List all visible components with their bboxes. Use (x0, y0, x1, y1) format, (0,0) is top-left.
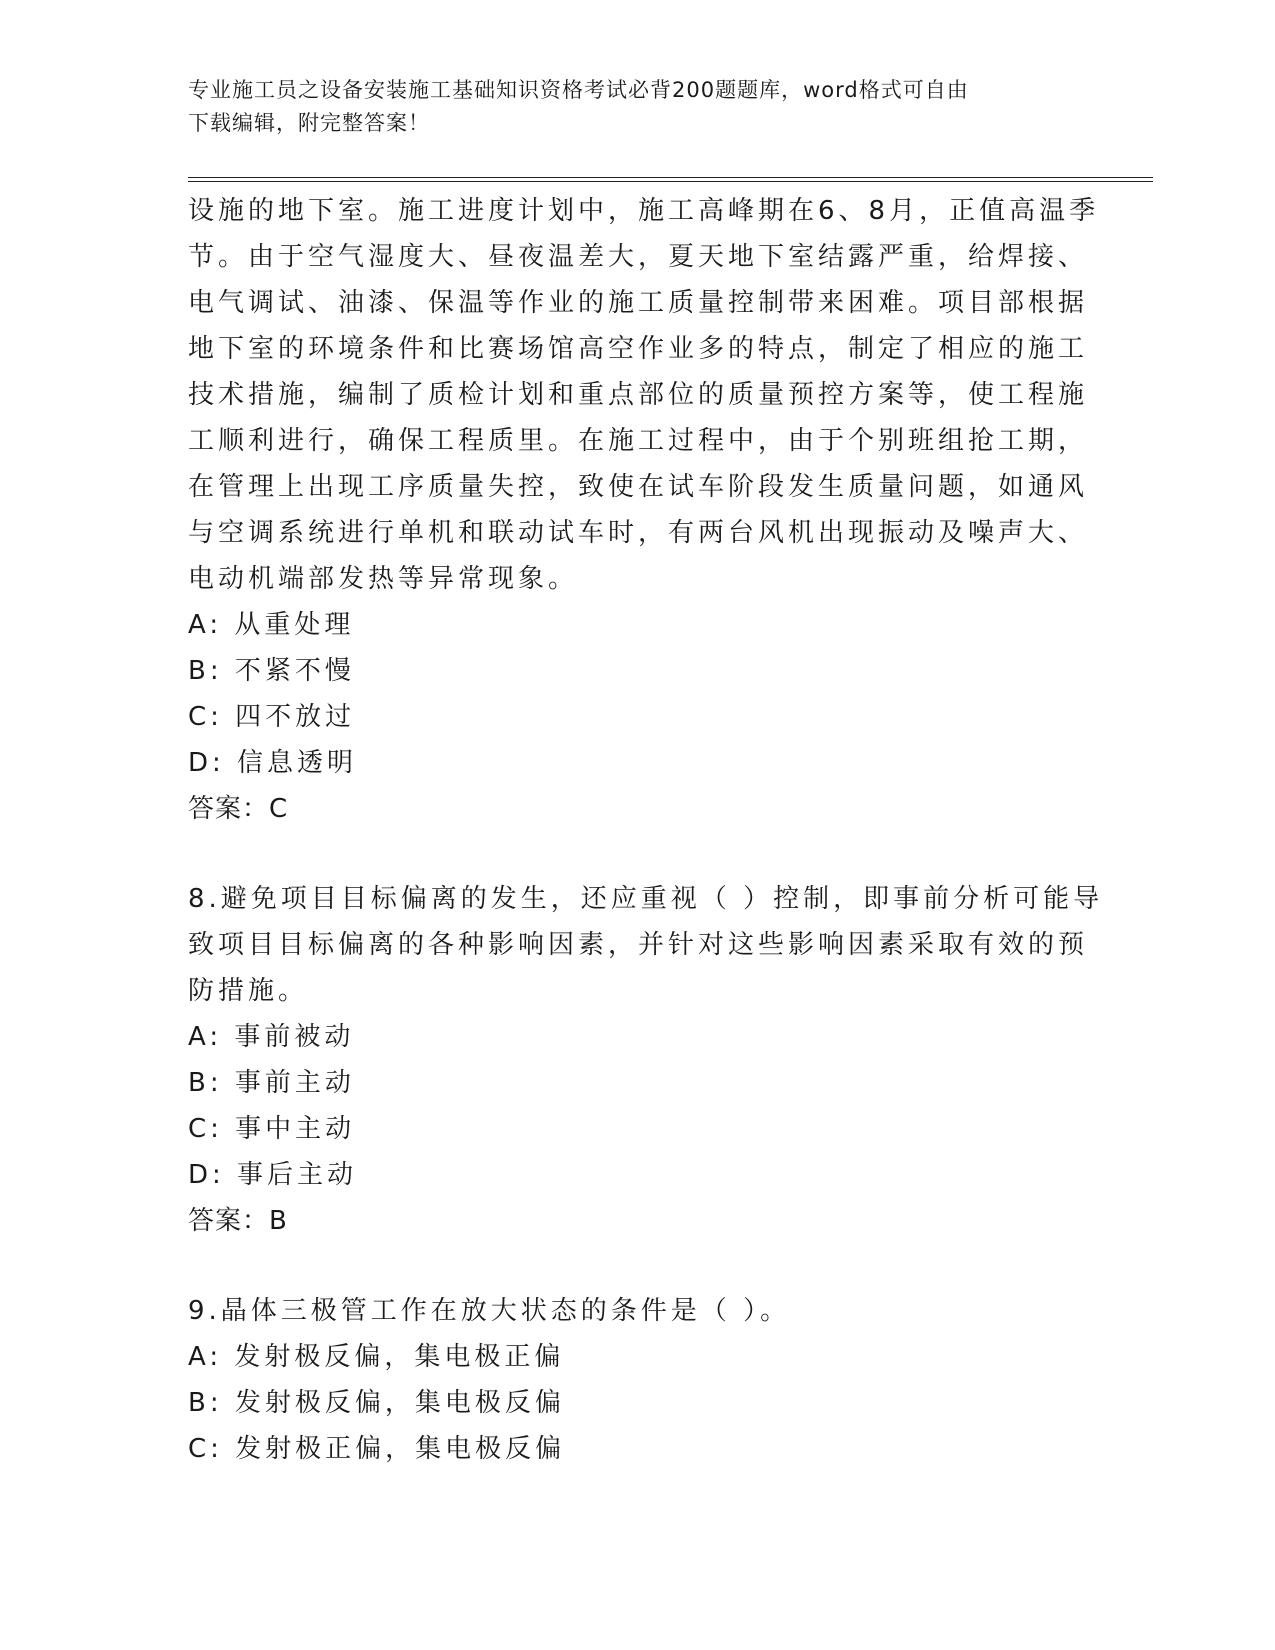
question-stem-line: 防措施。 (188, 976, 309, 1006)
option-a: A: 从重处理 (188, 610, 355, 640)
option-d: D: 事后主动 (188, 1160, 358, 1190)
option-b: B: 发射极反偏，集电极反偏 (188, 1388, 565, 1418)
option-b: B: 不紧不慢 (188, 656, 355, 686)
option-b: B: 事前主动 (188, 1068, 355, 1098)
header-line-2: 下载编辑，附完整答案！ (188, 111, 430, 135)
question-content (188, 188, 1104, 1472)
question-9 (188, 1288, 1088, 1472)
question-stem-line: 致项目目标偏离的各种影响因素，并针对这些影响因素采取有效的预 (188, 930, 1089, 960)
question-stem-line: 设施的地下室。施工进度计划中，施工高峰期在6、8月，正值高温季 (188, 196, 1100, 226)
document-header (188, 74, 1088, 140)
question-stem-line: 电动机端部发热等异常现象。 (188, 564, 579, 594)
question-stem-line: 技术措施，编制了质检计划和重点部位的质量预控方案等，使工程施 (188, 380, 1089, 410)
spacer (188, 1244, 1088, 1288)
question-8 (188, 876, 1104, 1244)
answer-line: 答案：C (188, 794, 289, 824)
spacer (188, 832, 1088, 876)
option-c: C: 四不放过 (188, 702, 356, 732)
question-stem-line: 电气调试、油漆、保温等作业的施工质量控制带来困难。项目部根据 (188, 288, 1089, 318)
question-stem-line: 工顺利进行，确保工程质里。在施工过程中，由于个别班组抢工期， (188, 426, 1089, 456)
option-d: D: 信息透明 (188, 748, 358, 778)
question-stem-line: 在管理上出现工序质量失控，致使在试车阶段发生质量问题，如通风 (188, 472, 1089, 502)
question-stem-line: 与空调系统进行单机和联动试车时，有两台风机出现振动及噪声大、 (188, 518, 1089, 548)
answer-line: 答案：B (188, 1206, 288, 1236)
option-c: C: 事中主动 (188, 1114, 356, 1144)
question-stem-line: 9.晶体三极管工作在放大状态的条件是（ ）。 (188, 1296, 791, 1326)
option-c: C: 发射极正偏，集电极反偏 (188, 1434, 566, 1464)
question-stem-line: 地下室的环境条件和比赛场馆高空作业多的特点，制定了相应的施工 (188, 334, 1089, 364)
header-line-1: 专业施工员之设备安装施工基础知识资格考试必背200题题库，word格式可自由 (188, 78, 969, 102)
question-stem-line: 8.避免项目目标偏离的发生，还应重视（ ）控制，即事前分析可能导 (188, 884, 1104, 914)
option-a: A: 发射极反偏，集电极正偏 (188, 1342, 565, 1372)
option-a: A: 事前被动 (188, 1022, 355, 1052)
question-stem-line: 节。由于空气湿度大、昼夜温差大，夏天地下室结露严重，给焊接、 (188, 242, 1089, 272)
header-double-rule (188, 177, 1153, 182)
question-7 (188, 188, 1100, 832)
